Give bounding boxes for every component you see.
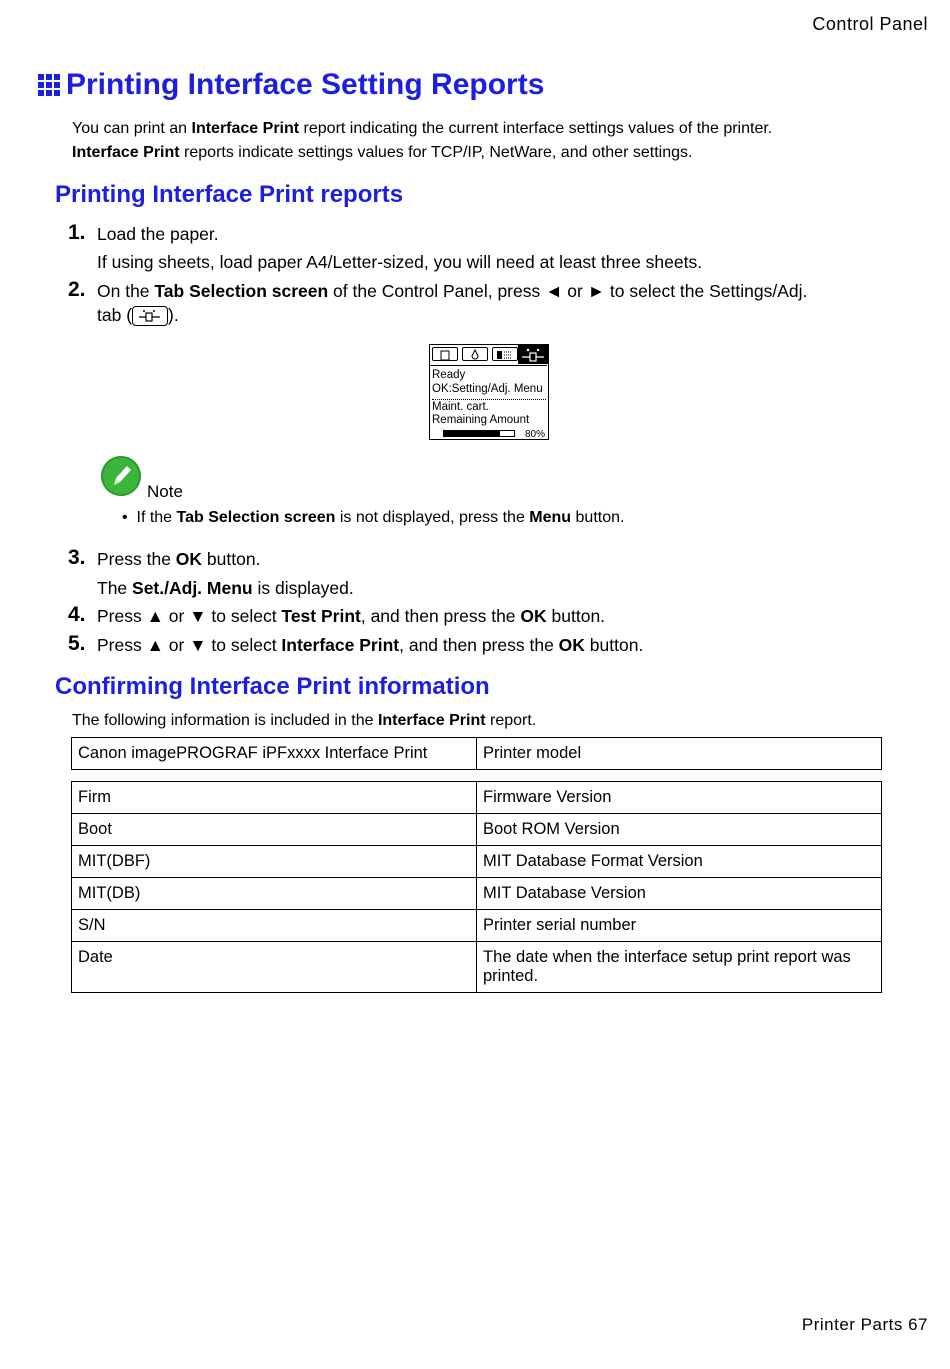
table-cell: MIT(DB) <box>72 878 477 910</box>
lcd-remaining-bar <box>443 430 515 437</box>
note-text: is not displayed, press the <box>335 509 530 526</box>
note-pencil-icon <box>101 456 141 496</box>
note-label: Note <box>147 482 183 501</box>
note-bold: Tab Selection screen <box>176 509 336 526</box>
intro-bold: Interface Print <box>72 144 180 161</box>
table-cell: The date when the interface setup print report was printed. <box>477 942 882 993</box>
table-cell: Firmware Version <box>477 782 882 814</box>
table-cell: MIT(DBF) <box>72 846 477 878</box>
page-title-text: Printing Interface Setting Reports <box>66 68 545 101</box>
grid-bullet-icon <box>38 74 60 96</box>
running-header: Control Panel <box>812 14 928 34</box>
step-text: Load the paper. <box>97 224 219 244</box>
table-cell: MIT Database Version <box>477 878 882 910</box>
table-cell: Canon imagePROGRAF iPFxxxx Interface Print <box>72 738 477 770</box>
intro-text: reports indicate settings values for TCP/IP, NetWare, and other settings. <box>179 144 693 161</box>
ink-tab-icon <box>462 347 488 361</box>
step-text-part: , and then press the <box>399 635 559 655</box>
table-cell: S/N <box>72 910 477 942</box>
step-bold: Set./Adj. Menu <box>132 578 253 598</box>
step-text <box>97 635 643 656</box>
step-bold: Interface Print <box>281 635 400 655</box>
step-text-part: Press ▲ or ▼ to select <box>97 635 282 655</box>
intro-text: The following information is included in the <box>72 712 378 729</box>
paper-tab-icon <box>432 347 458 361</box>
lcd-percent: 80% <box>525 429 546 440</box>
lcd-tab-bar <box>430 345 547 366</box>
note-text: button. <box>571 509 625 526</box>
step-text <box>97 281 807 302</box>
step-text-part: button. <box>584 635 644 655</box>
step-text-part: The <box>97 578 133 598</box>
section-heading-confirming: Confirming Interface Print information <box>55 673 490 700</box>
step-bold: Test Print <box>281 606 361 626</box>
note-bullet <box>122 509 624 527</box>
step-text-part: , and then press the <box>360 606 521 626</box>
table-cell: Boot ROM Version <box>477 814 882 846</box>
step-bold: OK <box>558 635 585 655</box>
bullet-dot: • <box>122 509 137 526</box>
page-title <box>38 68 544 102</box>
table-cell: MIT Database Format Version <box>477 846 882 878</box>
model-table <box>71 737 882 770</box>
table-cell: Printer model <box>477 738 882 770</box>
table-cell: Date <box>72 942 477 993</box>
table-row <box>72 910 882 942</box>
step-text-part: ). <box>168 305 179 325</box>
step-text <box>97 606 605 627</box>
lcd-status: Ready <box>432 369 466 381</box>
step-number: 3. <box>68 546 86 569</box>
lcd-remaining-label: Remaining Amount <box>432 414 530 426</box>
info-table-body <box>72 782 882 993</box>
settings-tab-icon <box>518 345 548 364</box>
step-text <box>97 549 260 570</box>
step-text-line2 <box>97 305 179 326</box>
lcd-display <box>429 344 549 440</box>
lcd-divider <box>432 399 546 400</box>
intro-line-1 <box>72 120 772 138</box>
section2-intro <box>72 712 536 730</box>
step-text-part: is displayed. <box>252 578 354 598</box>
step-bold: Tab Selection screen <box>154 281 329 301</box>
step-subtext: If using sheets, load paper A4/Letter-sized, you will need at least three sheets. <box>97 252 703 272</box>
settings-adj-tab-icon <box>132 306 168 326</box>
table-row <box>72 942 882 993</box>
note-text: If the <box>136 509 177 526</box>
intro-line-2 <box>72 144 692 162</box>
step-text-part: button. <box>546 606 606 626</box>
step-text-part: of the Control Panel, press ◄ or ► to select the Settings/Adj. <box>328 281 808 301</box>
lcd-maint-label: Maint. cart. <box>432 401 489 413</box>
table-row <box>72 846 882 878</box>
table-row <box>72 878 882 910</box>
step-subtext <box>97 578 354 599</box>
step-bold: OK <box>175 549 203 569</box>
step-text-part: button. <box>202 549 261 569</box>
table-row <box>72 814 882 846</box>
table-row <box>72 782 882 814</box>
table-cell: Firm <box>72 782 477 814</box>
note-bold: Menu <box>529 509 572 526</box>
intro-bold: Interface Print <box>191 120 300 137</box>
section-heading-print-reports: Printing Interface Print reports <box>55 181 404 208</box>
table-cell: Boot <box>72 814 477 846</box>
step-number: 5. <box>68 632 86 655</box>
table-cell: Printer serial number <box>477 910 882 942</box>
table-row <box>72 738 882 770</box>
info-table <box>71 781 882 993</box>
intro-text: You can print an <box>72 120 192 137</box>
step-bold: OK <box>520 606 547 626</box>
step-number: 4. <box>68 603 86 626</box>
intro-text: report. <box>485 712 537 729</box>
running-footer: Printer Parts 67 <box>801 1315 928 1334</box>
job-tab-icon <box>492 347 518 361</box>
step-text-part: Press ▲ or ▼ to select <box>97 606 282 626</box>
step-number: 2. <box>68 278 86 301</box>
step-text-part: On the <box>97 281 155 301</box>
step-number: 1. <box>68 221 86 244</box>
intro-text: report indicating the current interface settings values of the printer. <box>299 120 773 137</box>
lcd-menu-hint: OK:Setting/Adj. Menu <box>432 383 543 395</box>
intro-bold: Interface Print <box>377 712 486 729</box>
step-text-part: tab ( <box>97 305 133 325</box>
step-text-part: Press the <box>97 549 176 569</box>
lcd-remaining-fill <box>444 431 500 436</box>
